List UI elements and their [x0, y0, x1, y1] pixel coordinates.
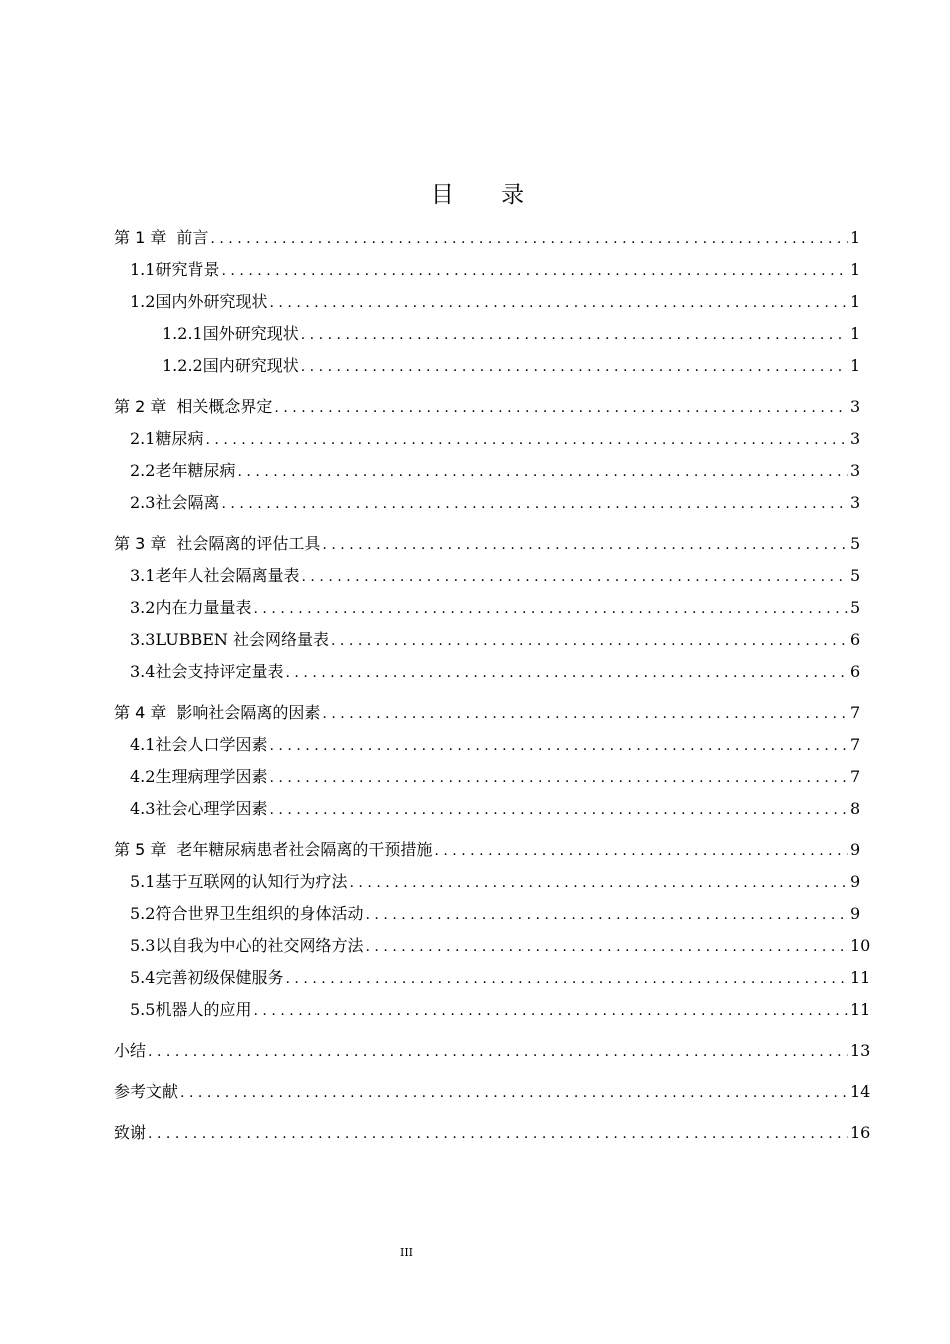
- dot-leader: [285, 963, 848, 995]
- toc-section-entry[interactable]: [114, 592, 860, 624]
- dot-leader: [331, 625, 848, 657]
- toc-section-entry[interactable]: [114, 994, 871, 1026]
- toc-entry-label: 社会人口学因素: [155, 735, 268, 754]
- toc-entry-page-number: 3: [850, 397, 861, 416]
- toc-entry-label: 生理病理学因素: [155, 767, 268, 786]
- toc-entry-page-number: 7: [850, 767, 861, 786]
- toc-entry-page-number: 7: [850, 703, 861, 722]
- toc-entry-number: 1.1: [130, 260, 156, 279]
- toc-entry-label: 老年糖尿病: [155, 461, 236, 480]
- toc-entry-page-number: 3: [850, 493, 861, 512]
- toc-entry-page-number: 1: [850, 260, 861, 279]
- toc-entry-number: 第 1 章: [114, 228, 167, 247]
- dot-leader: [269, 730, 848, 762]
- toc-section-entry[interactable]: [114, 866, 860, 898]
- dot-leader: [221, 488, 848, 520]
- toc-entry-label: 研究背景: [155, 260, 220, 279]
- toc-entry-number: 3.4: [130, 662, 156, 681]
- toc-entry-label: 社会隔离的评估工具: [176, 534, 321, 553]
- dot-leader: [322, 698, 848, 730]
- toc-section-entry[interactable]: [114, 254, 860, 286]
- toc-entry-number: 第 3 章: [114, 534, 167, 553]
- toc-entry-page-number: 1: [850, 292, 861, 311]
- toc-entry-number: 5.4: [130, 968, 156, 987]
- toc-section-entry[interactable]: [114, 560, 860, 592]
- toc-entry-page-number: 3: [850, 429, 861, 448]
- toc-subsection-entry[interactable]: [114, 318, 860, 350]
- toc-entry-page-number: 1: [850, 356, 861, 375]
- toc-section-entry[interactable]: [114, 423, 860, 455]
- toc-entry-number: 4.2: [130, 767, 156, 786]
- toc-entry-label: 影响社会隔离的因素: [176, 703, 321, 722]
- dot-leader: [148, 1118, 848, 1150]
- toc-entry-label: 参考文献: [114, 1082, 179, 1101]
- toc-entry-page-number: 5: [850, 598, 861, 617]
- dot-leader: [269, 762, 848, 794]
- dot-leader: [269, 287, 848, 319]
- dot-leader: [434, 835, 848, 867]
- toc-entry-page-number: 13: [850, 1041, 871, 1060]
- dot-leader: [285, 657, 848, 689]
- toc-chapter-entry[interactable]: [114, 528, 860, 560]
- table-of-contents: [114, 222, 871, 1149]
- dot-leader: [301, 319, 848, 351]
- toc-entry-number: 5.5: [130, 1000, 156, 1019]
- toc-section-entry[interactable]: [114, 761, 860, 793]
- toc-entry-page-number: 8: [850, 799, 861, 818]
- toc-entry-label: 致谢: [114, 1123, 147, 1142]
- toc-entry-number: 2.3: [130, 493, 156, 512]
- toc-section-entry[interactable]: [114, 898, 860, 930]
- toc-entry-number: 2.1: [130, 429, 156, 448]
- toc-chapter-entry[interactable]: [114, 1035, 871, 1067]
- toc-entry-number: 第 4 章: [114, 703, 167, 722]
- dot-leader: [253, 995, 848, 1027]
- dot-leader: [301, 561, 848, 593]
- toc-entry-page-number: 6: [850, 662, 861, 681]
- toc-entry-page-number: 6: [850, 630, 861, 649]
- toc-entry-label: 符合世界卫生组织的身体活动: [155, 904, 364, 923]
- toc-entry-label: 社会隔离: [155, 493, 220, 512]
- dot-leader: [301, 351, 848, 383]
- dot-leader: [365, 931, 848, 963]
- toc-section-entry[interactable]: [114, 487, 860, 519]
- dot-leader: [210, 223, 848, 255]
- page-number-footer: III: [399, 1246, 414, 1259]
- toc-entry-number: 4.1: [130, 735, 156, 754]
- toc-entry-label: 机器人的应用: [155, 1000, 252, 1019]
- toc-entry-number: 1.2: [130, 292, 156, 311]
- toc-entry-number: 第 2 章: [114, 397, 167, 416]
- toc-entry-page-number: 16: [850, 1123, 871, 1142]
- toc-chapter-entry[interactable]: [114, 1117, 871, 1149]
- toc-chapter-entry[interactable]: [114, 834, 860, 866]
- toc-entry-number: 5.3: [130, 936, 156, 955]
- toc-entry-number: 3.2: [130, 598, 156, 617]
- toc-entry-label: 老年糖尿病患者社会隔离的干预措施: [176, 840, 433, 859]
- dot-leader: [322, 529, 848, 561]
- toc-entry-number: 第 5 章: [114, 840, 167, 859]
- dot-leader: [269, 794, 848, 826]
- toc-section-entry[interactable]: [114, 729, 860, 761]
- toc-entry-label: LUBBEN 社会网络量表: [155, 630, 329, 649]
- toc-entry-label: 社会支持评定量表: [155, 662, 284, 681]
- toc-entry-number: 5.2: [130, 904, 156, 923]
- toc-entry-page-number: 11: [850, 968, 871, 987]
- toc-entry-number: 4.3: [130, 799, 156, 818]
- toc-section-entry[interactable]: [114, 793, 860, 825]
- toc-entry-label: 相关概念界定: [176, 397, 273, 416]
- toc-entry-page-number: 9: [850, 840, 861, 859]
- toc-entry-label: 前言: [176, 228, 209, 247]
- toc-entry-number: 3.1: [130, 566, 156, 585]
- toc-subsection-entry[interactable]: [114, 350, 860, 382]
- toc-chapter-entry[interactable]: [114, 1076, 871, 1108]
- toc-section-entry[interactable]: [114, 962, 871, 994]
- dot-leader: [349, 867, 848, 899]
- dot-leader: [274, 392, 848, 424]
- toc-entry-page-number: 7: [850, 735, 861, 754]
- toc-entry-page-number: 14: [850, 1082, 871, 1101]
- toc-entry-label: 完善初级保健服务: [155, 968, 284, 987]
- toc-entry-page-number: 10: [850, 936, 871, 955]
- toc-entry-number: 3.3: [130, 630, 156, 649]
- toc-section-entry[interactable]: [114, 624, 860, 656]
- toc-entry-number: 2.2: [130, 461, 156, 480]
- toc-entry-label: 国外研究现状: [202, 324, 299, 343]
- toc-entry-number: 1.2.1: [162, 324, 203, 343]
- dot-leader: [253, 593, 848, 625]
- toc-entry-label: 糖尿病: [155, 429, 204, 448]
- toc-entry-label: 国内外研究现状: [155, 292, 268, 311]
- toc-section-entry[interactable]: [114, 930, 871, 962]
- toc-title: 目 录: [430, 182, 545, 208]
- dot-leader: [148, 1036, 848, 1068]
- toc-entry-page-number: 9: [850, 904, 861, 923]
- toc-entry-number: 1.2.2: [162, 356, 203, 375]
- toc-entry-label: 基于互联网的认知行为疗法: [155, 872, 348, 891]
- toc-section-entry[interactable]: [114, 656, 860, 688]
- toc-section-entry[interactable]: [114, 286, 860, 318]
- dot-leader: [221, 255, 848, 287]
- toc-entry-page-number: 1: [850, 228, 861, 247]
- toc-entry-label: 小结: [114, 1041, 147, 1060]
- toc-entry-page-number: 3: [850, 461, 861, 480]
- toc-chapter-entry[interactable]: [114, 222, 860, 254]
- toc-chapter-entry[interactable]: [114, 391, 860, 423]
- toc-entry-label: 内在力量量表: [155, 598, 252, 617]
- toc-entry-label: 社会心理学因素: [155, 799, 268, 818]
- toc-entry-label: 老年人社会隔离量表: [155, 566, 300, 585]
- toc-entry-page-number: 9: [850, 872, 861, 891]
- toc-entry-label: 国内研究现状: [202, 356, 299, 375]
- toc-entry-page-number: 11: [850, 1000, 871, 1019]
- toc-entry-number: 5.1: [130, 872, 156, 891]
- dot-leader: [365, 899, 848, 931]
- toc-entry-page-number: 1: [850, 324, 861, 343]
- toc-entry-page-number: 5: [850, 566, 861, 585]
- toc-entry-label: 以自我为中心的社交网络方法: [155, 936, 364, 955]
- toc-section-entry[interactable]: [114, 455, 860, 487]
- dot-leader: [237, 456, 848, 488]
- dot-leader: [205, 424, 848, 456]
- toc-entry-page-number: 5: [850, 534, 861, 553]
- toc-chapter-entry[interactable]: [114, 697, 860, 729]
- dot-leader: [180, 1077, 848, 1109]
